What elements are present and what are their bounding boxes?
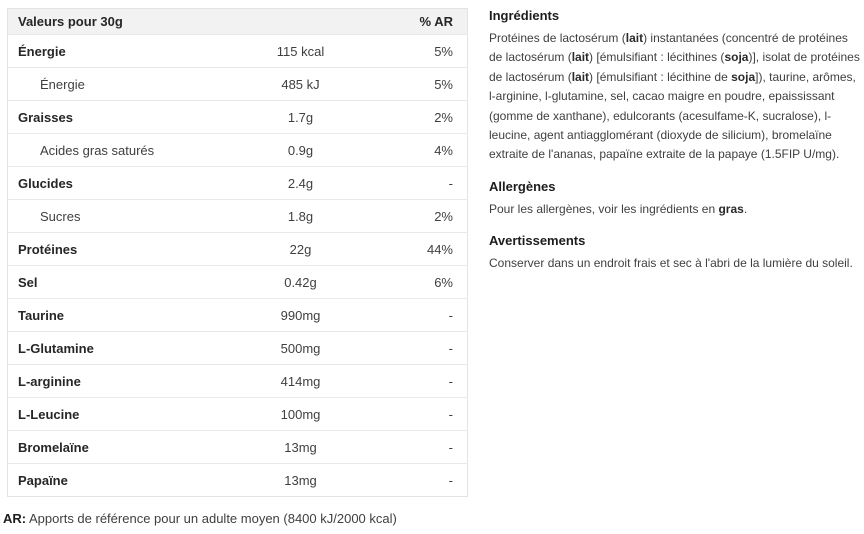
warnings-section xyxy=(489,233,861,273)
ingredients-heading: Ingrédients xyxy=(489,8,560,23)
row-label: Bromelaïne xyxy=(18,439,89,455)
table-row xyxy=(8,134,468,167)
row-ar: - xyxy=(448,307,453,323)
nutrition-table xyxy=(7,8,468,497)
nutrition-values-column xyxy=(3,8,468,526)
row-value: 100mg xyxy=(280,406,321,422)
footnote-prefix: AR: xyxy=(3,511,27,526)
table-header-serving: Valeurs pour 30g xyxy=(18,14,123,29)
row-ar: - xyxy=(448,175,453,191)
table-header-row xyxy=(8,9,468,35)
row-label: Sucres xyxy=(40,208,81,224)
row-value: 485 kJ xyxy=(281,76,320,92)
table-row xyxy=(8,299,468,332)
row-label: Graisses xyxy=(18,109,73,125)
table-row xyxy=(8,101,468,134)
nutrition-table-head xyxy=(8,9,468,35)
table-header-ar: % AR xyxy=(419,14,453,29)
row-value: 0.42g xyxy=(284,274,317,290)
row-value: 414mg xyxy=(280,373,321,389)
row-value: 1.8g xyxy=(287,208,314,224)
row-ar: 6% xyxy=(434,274,453,290)
allergens-section xyxy=(489,179,861,219)
allergens-text: Pour les allergènes, voir les ingrédients en gras. xyxy=(489,201,748,216)
row-ar: 5% xyxy=(434,43,453,59)
row-value: 22g xyxy=(289,241,312,257)
allergens-heading: Allergènes xyxy=(489,178,556,194)
table-row xyxy=(8,431,468,464)
row-ar: 4% xyxy=(434,142,453,158)
table-row xyxy=(8,398,468,431)
row-ar: - xyxy=(448,472,453,488)
table-body xyxy=(8,35,468,497)
row-ar: - xyxy=(448,406,453,422)
row-label: Papaïne xyxy=(18,472,68,488)
row-value: 500mg xyxy=(280,340,321,356)
row-value: 115 kcal xyxy=(276,43,325,59)
footnote-text: Apports de référence pour un adulte moyen (8400 kJ/2000 kcal) xyxy=(29,511,397,526)
table-row xyxy=(8,464,468,497)
row-label: Taurine xyxy=(18,307,64,323)
row-value: 13mg xyxy=(284,439,317,455)
row-label: Sel xyxy=(18,274,38,290)
warnings-text: Conserver dans un endroit frais et sec à l'abri de la lumière du soleil. xyxy=(489,256,853,271)
reference-footnote xyxy=(3,511,468,526)
ingredients-section xyxy=(489,8,861,165)
table-row xyxy=(8,68,468,101)
row-label: Acides gras saturés xyxy=(40,142,155,158)
row-ar: 5% xyxy=(434,76,453,92)
ingredients-text: Protéines de lactosérum (lait) instantanées (concentré de protéines de lactosérum (lait) [émulsifiant : lécithines (soja)], isolat de protéines de lactosérum (lait) [émulsifiant : lécithine de soja]), taurine, arômes, l-arginine, l-glutamine, sel, cacao maigre en poudre, epaississant (gomme de xanthane), edulcorants (acesulfame-K, sucralose), l-leucine, agent antiagglomérant (dioxyde de silicium), bromelaïne extraite de l'ananas, papaïne extraite de la papaye (1.5FIP U/mg). xyxy=(489,31,860,162)
product-info-column xyxy=(489,8,861,526)
row-label: L-Glutamine xyxy=(18,340,94,356)
row-label: L-arginine xyxy=(18,373,81,389)
table-row xyxy=(8,233,468,266)
row-value: 2.4g xyxy=(287,175,314,191)
row-ar: 44% xyxy=(426,241,453,257)
row-label: Énergie xyxy=(40,76,85,92)
row-ar: - xyxy=(448,340,453,356)
row-ar: - xyxy=(448,373,453,389)
row-value: 0.9g xyxy=(287,142,314,158)
table-row xyxy=(8,167,468,200)
table-row xyxy=(8,35,468,68)
row-value: 990mg xyxy=(280,307,321,323)
table-row xyxy=(8,266,468,299)
row-ar: - xyxy=(448,439,453,455)
table-row xyxy=(8,200,468,233)
row-label: L-Leucine xyxy=(18,406,80,422)
row-ar: 2% xyxy=(434,208,453,224)
row-label: Glucides xyxy=(18,175,73,191)
table-header-value-spacer xyxy=(226,9,376,35)
row-label: Énergie xyxy=(18,43,66,59)
table-row xyxy=(8,365,468,398)
row-value: 1.7g xyxy=(287,109,314,125)
row-label: Protéines xyxy=(18,241,78,257)
warnings-heading: Avertissements xyxy=(489,233,586,249)
row-ar: 2% xyxy=(434,109,453,125)
table-row xyxy=(8,332,468,365)
row-value: 13mg xyxy=(284,472,317,488)
